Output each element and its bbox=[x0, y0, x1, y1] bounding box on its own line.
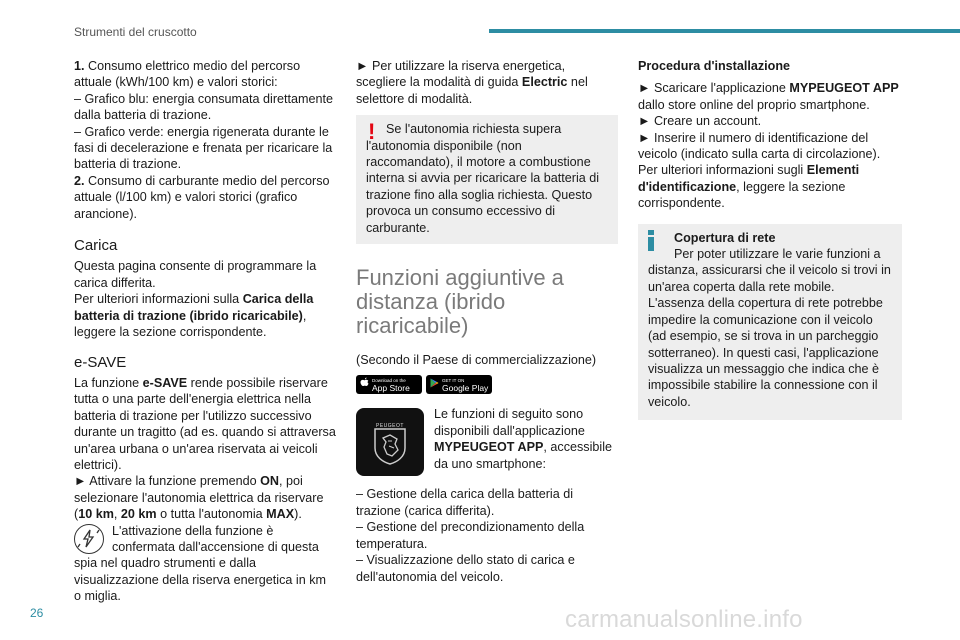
install-step-2: ► Creare un account. bbox=[638, 114, 762, 129]
esave-p1-name: e-SAVE bbox=[142, 375, 188, 390]
list-item: – Gestione della carica della batteria di trazione (carica differita). bbox=[356, 487, 574, 518]
esave-p1-post: rende possibile riservare tutta o una parte dell'energia elettrica nella batteria di trazione per l'utilizzo successivo durante un tragitto (ad es. quando si attraversa un'area urbana o un'area riservata ai veicoli elettrici). bbox=[74, 375, 336, 472]
esave-paragraph-2 bbox=[74, 473, 336, 522]
header-section-title: Strumenti del cruscotto bbox=[74, 25, 197, 39]
app-store-small-text: Download on the bbox=[372, 377, 406, 383]
more-reference: Elementi d'identificazione bbox=[638, 163, 860, 194]
esave-p2-end: ). bbox=[294, 507, 302, 522]
reserve-post: nel selettore di modalità. bbox=[356, 75, 588, 106]
esave-p2-mid2: o tutta l'autonomia bbox=[156, 507, 267, 522]
warning-text bbox=[366, 121, 608, 236]
esave-p3-text: L'attivazione della funzione è confermata dall'accensione di questa spia nel quadro strumenti e dalla visualizzazione della riserva energetica in km o miglia. bbox=[74, 523, 326, 604]
e-save-indicator-icon bbox=[74, 524, 104, 554]
watermark: carmanualsonline.info bbox=[565, 606, 803, 633]
warning-text-content: Se l'autonomia richiesta supera l'autonomia disponibile (non raccomandato), il motore a combustione interna si avvia per ricaricare la batteria di trazione fino alla soglia richiesta. Questo provoca un consumo eccessivo di carburante. bbox=[366, 122, 600, 235]
app-desc-post: , accessibile da uno smartphone: bbox=[434, 440, 613, 471]
esave-p2-max: MAX bbox=[266, 507, 295, 522]
network-coverage-box bbox=[638, 224, 902, 420]
google-play-icon bbox=[430, 377, 439, 393]
app-desc-name: MYPEUGEOT APP bbox=[434, 440, 544, 455]
esave-p1-pre: La funzione bbox=[74, 375, 143, 390]
item-2-number: 2. bbox=[74, 173, 85, 188]
reserve-mode-electric: Electric bbox=[521, 75, 568, 90]
info-icon bbox=[648, 230, 654, 251]
step1-post: dallo store online del proprio smartphone. bbox=[638, 97, 870, 112]
column-middle bbox=[356, 58, 618, 585]
carica-p2-reference: Carica della batteria di trazione (ibrido ricaricabile) bbox=[74, 292, 314, 323]
esave-p2-mid: , poi selezionare l'autonomia elettrica da riservare ( bbox=[74, 474, 324, 522]
remote-functions-title: Funzioni aggiuntive a distanza (ibrido ricaricabile) bbox=[356, 265, 564, 339]
esave-paragraph-3 bbox=[74, 523, 336, 605]
item-2 bbox=[74, 173, 336, 222]
carica-p2-pre: Per ulteriori informazioni sulla bbox=[74, 292, 243, 307]
google-play-label: Google Play bbox=[442, 382, 489, 393]
info-paragraph-1: Per poter utilizzare le varie funzioni a distanza, assicurarsi che il veicolo si trovi in un'area coperta dalla rete mobile. bbox=[648, 247, 891, 294]
item-1-dash-blue: – Grafico blu: energia consumata direttamente dalla batteria di trazione. bbox=[74, 91, 334, 123]
list-item: – Gestione del precondizionamento della temperatura. bbox=[356, 520, 585, 551]
column-left bbox=[74, 58, 336, 605]
header-accent-bar bbox=[489, 29, 960, 33]
more-pre: Per ulteriori informazioni sugli bbox=[638, 163, 807, 178]
more-info bbox=[638, 162, 902, 211]
more-post: , leggere la sezione corrispondente. bbox=[638, 179, 846, 211]
reserve-pre: ► Per utilizzare la riserva energetica, scegliere la modalità di guida bbox=[356, 59, 566, 90]
peugeot-lion-icon bbox=[370, 426, 410, 466]
carica-paragraph-1: Questa pagina consente di programmare la carica differita. bbox=[74, 259, 317, 290]
apple-icon bbox=[360, 377, 369, 393]
google-play-small-text: GET IT ON bbox=[442, 377, 465, 383]
carica-heading: Carica bbox=[74, 237, 118, 255]
install-heading: Procedura d'installazione bbox=[638, 59, 791, 73]
install-step-1 bbox=[638, 80, 902, 113]
warning-box bbox=[356, 115, 618, 244]
info-title: Copertura di rete bbox=[674, 230, 776, 245]
page-number: 26 bbox=[30, 606, 44, 620]
app-description bbox=[434, 406, 618, 476]
esave-p2-sep: , bbox=[113, 507, 121, 522]
carica-p2-post: , leggere la sezione corrispondente. bbox=[74, 308, 307, 340]
country-note: (Secondo il Paese di commercializzazione) bbox=[356, 353, 597, 368]
app-desc-pre: Le funzioni di seguito sono disponibili dall'applicazione bbox=[434, 407, 585, 438]
item-1-text: Consumo elettrico medio del percorso attuale (kWh/100 km) e valori storici: bbox=[74, 59, 301, 90]
column-right bbox=[638, 58, 902, 420]
app-logo-text: PEUGEOT bbox=[376, 423, 404, 430]
esave-paragraph-1 bbox=[74, 375, 336, 473]
item-1 bbox=[74, 58, 336, 91]
item-2-text: Consumo di carburante medio del percorso attuale (l/100 km) e valori storici (grafico arancione). bbox=[74, 173, 330, 221]
esave-p2-10km: 10 km bbox=[78, 507, 114, 522]
item-1-dash-green: – Grafico verde: energia rigenerata durante le fasi di decelerazione e frenata per ricaricare la batteria di trazione. bbox=[74, 124, 333, 172]
store-badges bbox=[356, 375, 618, 394]
mypeugeot-app-icon bbox=[356, 408, 424, 476]
esave-p2-on: ON bbox=[260, 474, 279, 489]
esave-p2-pre: ► Attivare la funzione premendo bbox=[74, 474, 261, 489]
carica-paragraph-2 bbox=[74, 291, 336, 340]
reserve-instruction bbox=[356, 58, 618, 107]
step1-app-name: MYPEUGEOT APP bbox=[789, 81, 899, 96]
step1-pre: ► Scaricare l'applicazione bbox=[638, 81, 790, 96]
esave-heading: e-SAVE bbox=[74, 353, 127, 371]
google-play-badge[interactable] bbox=[426, 375, 492, 394]
list-item: – Visualizzazione dello stato di carica e dell'autonomia del veicolo. bbox=[356, 553, 575, 584]
app-description-row bbox=[356, 406, 618, 476]
item-1-number: 1. bbox=[74, 59, 85, 73]
warning-icon: ! bbox=[368, 119, 376, 145]
info-paragraph-2: L'assenza della copertura di rete potrebbe impedire la comunicazione con il veicolo (ad esempio, se si trova in un parcheggio sotterraneo). In questi casi, l'applicazione visualizza un messaggio che indica che è impossibile stabilire la connessione con il veicolo. bbox=[648, 296, 883, 409]
remote-functions-list bbox=[356, 486, 618, 584]
app-store-badge[interactable] bbox=[356, 375, 422, 394]
app-store-label: App Store bbox=[372, 382, 410, 393]
install-step-3: ► Inserire il numero di identificazione del veicolo (indicato sulla carta di circolazione). bbox=[638, 130, 881, 162]
esave-p2-20km: 20 km bbox=[120, 507, 157, 522]
